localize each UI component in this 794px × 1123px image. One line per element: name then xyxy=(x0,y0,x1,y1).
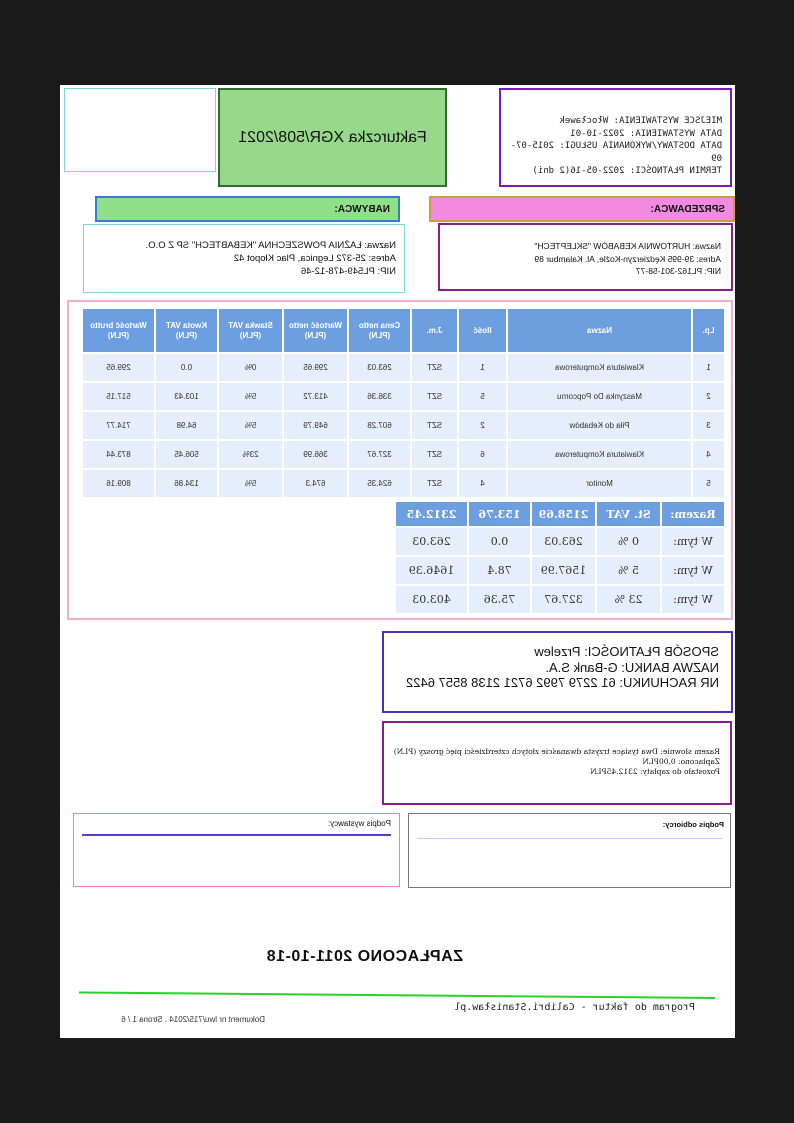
cell-gross-value: 873.44 xyxy=(83,441,154,468)
col-lp: Lp. xyxy=(693,309,724,352)
summary-row xyxy=(396,528,724,555)
summary-label: W tym: xyxy=(662,586,724,613)
logo-placeholder xyxy=(64,88,216,172)
cell-name: Klawiatura Komputerowa xyxy=(508,441,691,468)
cell-qty: 1 xyxy=(459,354,506,381)
footer-document-number: Dokument nr lwu/715/2014 . Strona 1 / 6 xyxy=(121,1015,265,1024)
col-vat-amount: Kwota VAT (PLN) xyxy=(156,309,217,352)
items-header-row xyxy=(83,309,724,352)
cell-net-price: 624.35 xyxy=(349,470,410,497)
summary-gross: 1646.39 xyxy=(396,557,467,584)
seller-nip: NIP: PL162-301-58-77 xyxy=(635,266,721,276)
summary-net: 1567.99 xyxy=(532,557,595,584)
col-gross-value: Wartość brutto (PLN) xyxy=(83,309,154,352)
footer-divider xyxy=(79,991,715,999)
cell-lp: 2 xyxy=(693,383,724,410)
issuer-signature-line xyxy=(82,834,391,836)
amount-paid: Zapłacono: 0,00PLN xyxy=(642,757,720,766)
seller-details xyxy=(438,223,733,291)
cell-qty: 2 xyxy=(459,412,506,439)
table-row xyxy=(83,354,724,381)
col-net-price: Cena netto (PLN) xyxy=(349,309,410,352)
cell-gross-value: 809.16 xyxy=(83,470,154,497)
summary-row xyxy=(396,557,724,584)
cell-name: Maszynka Do Popcornu xyxy=(508,383,691,410)
amount-in-words: Razem słownie: Dwa tysiące trzysta dwanaście złotych czterdzieści pięć groszy (PLN) xyxy=(393,747,720,756)
col-qty: Ilość xyxy=(459,309,506,352)
col-net-value: Wartość netto (PLN) xyxy=(284,309,347,352)
paid-stamp: ZAPŁACONO 2011-10-18 xyxy=(266,948,463,965)
cell-name: Piła do Kebabów xyxy=(508,412,691,439)
seller-header: SPRZEDAWCA: xyxy=(429,196,735,222)
cell-vat-rate: 5% xyxy=(219,412,282,439)
table-row xyxy=(83,383,724,410)
cell-name: Klawiatura Komputerowa xyxy=(508,354,691,381)
table-row xyxy=(83,412,724,439)
cell-name: Monitor xyxy=(508,470,691,497)
cell-vat-amount: 506.45 xyxy=(156,441,217,468)
cell-vat-rate: 0% xyxy=(219,354,282,381)
summary-rate: 23 % xyxy=(597,586,660,613)
summary-net: 263.03 xyxy=(532,528,595,555)
cell-vat-amount: 134.86 xyxy=(156,470,217,497)
mirrored-invoice xyxy=(60,85,735,1038)
invoice-title: Fakturczka XGR/508/2021 xyxy=(218,88,447,187)
account-number: NR RACHUNKU: 61 2279 7992 6721 2138 8557 6422 xyxy=(406,675,719,690)
issuer-signature-box xyxy=(73,813,400,887)
receiver-signature-box xyxy=(408,813,731,888)
amount-due: Pozostało do zapłaty: 2312.45PLN xyxy=(590,767,720,776)
cell-unit: SZT xyxy=(412,441,457,468)
issue-info-box xyxy=(499,88,732,187)
summary-rate: 0 % xyxy=(597,528,660,555)
cell-vat-rate: 5% xyxy=(219,383,282,410)
cell-unit: SZT xyxy=(412,383,457,410)
col-vat-rate: Stawka VAT (PLN) xyxy=(219,309,282,352)
buyer-name: Nazwa: ŁAŹNIA POWSZECHNA "KEBABTECH" SP Z O.O. xyxy=(145,240,396,251)
payment-details xyxy=(382,631,733,713)
issuer-signature-label: Podpis wystawcy: xyxy=(327,819,391,828)
cell-unit: SZT xyxy=(412,354,457,381)
cell-qty: 6 xyxy=(459,441,506,468)
summary-total-label: Razem: xyxy=(662,502,724,526)
table-row xyxy=(83,470,724,497)
cell-net-value: 366.99 xyxy=(284,441,347,468)
delivery-date-line: DATA DOSTAWY/WYKONANIA USŁUGI: 2015-07-09 xyxy=(510,141,722,164)
cell-vat-amount: 103.43 xyxy=(156,383,217,410)
cell-unit: SZT xyxy=(412,412,457,439)
issue-date-line: DATA WYSTAWIENIA: 2022-10-01 xyxy=(570,128,722,139)
place-line: MIEJSCE WYSTAWIENIA: Włocławek xyxy=(559,116,722,126)
cell-qty: 5 xyxy=(459,383,506,410)
footer-program: Program do faktur - Calibri.Stanisław.pl xyxy=(454,1002,695,1013)
summary-net: 327.67 xyxy=(532,586,595,613)
items-table xyxy=(81,307,726,499)
cell-net-value: 299.65 xyxy=(284,354,347,381)
summary-vat: 0.0 xyxy=(469,528,530,555)
summary-vat-total: 153.76 xyxy=(469,502,530,526)
cell-lp: 5 xyxy=(693,470,724,497)
cell-vat-amount: 64.98 xyxy=(156,412,217,439)
cell-gross-value: 714.77 xyxy=(83,412,154,439)
cell-gross-value: 299.65 xyxy=(83,354,154,381)
cell-net-price: 327.67 xyxy=(349,441,410,468)
cell-lp: 3 xyxy=(693,412,724,439)
col-name: Nazwa xyxy=(508,309,691,352)
seller-address: Adres: 39-995 Kędzierzyn-Koźle, Al. Kalambur 89 xyxy=(534,253,721,264)
cell-net-price: 263.03 xyxy=(349,354,410,381)
cell-net-value: 674.3 xyxy=(284,470,347,497)
cell-gross-value: 517.15 xyxy=(83,383,154,410)
cell-unit: SZT xyxy=(412,470,457,497)
summary-net-total: 2158.69 xyxy=(532,502,595,526)
buyer-address: Adres: 25-372 Legnica, Plac Kłopot 42 xyxy=(233,253,396,264)
bank-name: NAZWA BANKU: G-Bank S.A. xyxy=(545,659,719,675)
col-unit: J.m. xyxy=(412,309,457,352)
summary-gross-total: 2312.45 xyxy=(396,502,467,526)
cell-vat-amount: 0.0 xyxy=(156,354,217,381)
summary-label: W tym: xyxy=(662,557,724,584)
summary-header-row xyxy=(396,502,724,526)
cell-vat-rate: 23% xyxy=(219,441,282,468)
summary-gross: 263.03 xyxy=(396,528,467,555)
receiver-signature-line xyxy=(417,838,722,839)
cell-lp: 1 xyxy=(693,354,724,381)
amount-in-words-box xyxy=(382,721,732,805)
summary-vat: 75.36 xyxy=(469,586,530,613)
summary-rate: 5 % xyxy=(597,557,660,584)
table-row xyxy=(83,441,724,468)
payment-term-line: TERMIN PŁATNOŚCI: 2022-05-16(2 dni) xyxy=(532,166,722,176)
cell-net-value: 649.79 xyxy=(284,412,347,439)
vat-summary-table xyxy=(394,500,726,615)
summary-gross: 403.03 xyxy=(396,586,467,613)
cell-qty: 4 xyxy=(459,470,506,497)
cell-lp: 4 xyxy=(693,441,724,468)
summary-row xyxy=(396,586,724,613)
invoice-page xyxy=(60,85,735,1038)
items-section xyxy=(67,300,733,620)
summary-vat-rate-header: St. VAT xyxy=(597,502,660,526)
cell-net-price: 336.36 xyxy=(349,383,410,410)
seller-name: Nazwa: HURTOWNIA KEBABÓW "SKLEPTECH" xyxy=(534,241,721,251)
cell-net-value: 413.72 xyxy=(284,383,347,410)
summary-label: W tym: xyxy=(662,528,724,555)
receiver-signature-label: Podpis odbiorcy: xyxy=(662,820,724,829)
buyer-header: NABYWCA: xyxy=(95,196,400,222)
buyer-details xyxy=(83,224,405,293)
buyer-nip: NIP: PL549-478-12-46 xyxy=(300,266,396,277)
payment-method: SPOSÓB PŁATNOŚCI: Przelew xyxy=(534,644,719,659)
summary-vat: 78.4 xyxy=(469,557,530,584)
cell-net-price: 607.28 xyxy=(349,412,410,439)
cell-vat-rate: 5% xyxy=(219,470,282,497)
